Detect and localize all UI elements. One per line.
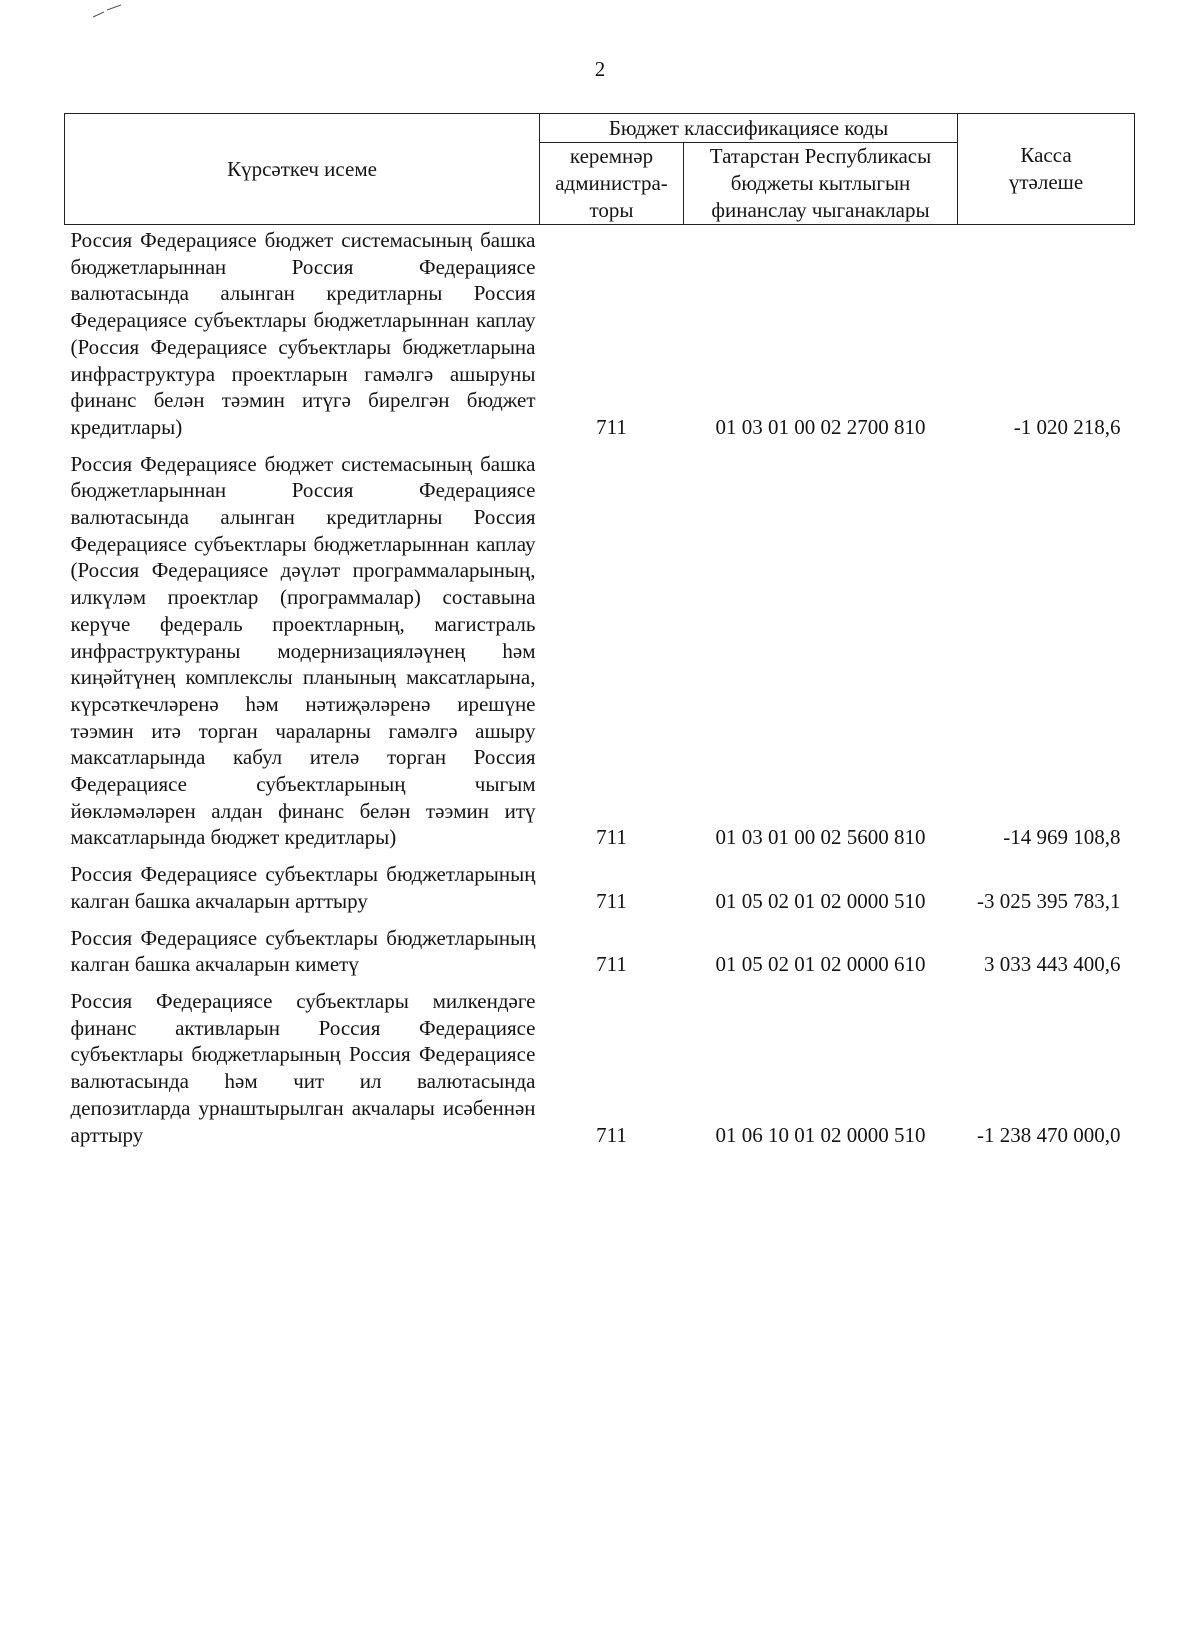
pen-stroke-mark bbox=[92, 4, 122, 18]
row-indicator-name: Россия Федерациясе бюджет системасының башка бюджетларыннан Россия Федерациясе валютасында алынган кредитларны Россия Федерациясе субъектлары бюджетларыннан каплау (Россия Федерациясе дәүләт программаларының, илкүләм проектлар (программалар) составына керүче федераль проектларның, магистраль инфраструктураны модернизацияләүнең һәм киңәйтүнең комплекслы планының максатларына, күрсәткечләренә һәм нәтиҗәләренә ирешүне тәэмин итә торган чараларны гамәлгә ашыру максатларында кабул ителә торган Россия Федерациясе субъектларының чыгым йөкләмәләрен алдан финанс белән тәэмин итү максатларында бюджет кредитлары) bbox=[70, 451, 536, 850]
table-row bbox=[65, 451, 1135, 862]
table-row bbox=[65, 988, 1135, 1148]
row-admin-code: 711 bbox=[596, 952, 627, 977]
table-row bbox=[65, 925, 1135, 988]
row-admin-code: 711 bbox=[596, 414, 627, 439]
row-amount: -1 238 470 000,0 bbox=[977, 1122, 1121, 1147]
page-number: 2 bbox=[594, 57, 606, 81]
row-indicator-name: Россия Федерациясе субъектлары милкендәге финанс активларын Россия Федерациясе субъектлары бюджетларының Россия Федерациясе валютасында һәм чит ил валютасында депозитларда урнаштырылган акчалары исәбеннән арттыру bbox=[70, 988, 536, 1147]
row-indicator-name: Россия Федерациясе субъектлары бюджетларының калган башка акчаларын арттыру bbox=[70, 862, 536, 913]
table-row bbox=[65, 861, 1135, 924]
row-admin-code: 711 bbox=[596, 1122, 627, 1147]
row-classification-code: 01 05 02 01 02 0000 510 bbox=[715, 888, 926, 913]
row-amount: -14 969 108,8 bbox=[1003, 825, 1121, 850]
row-admin-code: 711 bbox=[596, 888, 627, 913]
row-admin-code: 711 bbox=[596, 825, 627, 850]
header-budget-classification-code: Бюджет классификациясе коды bbox=[540, 114, 958, 143]
row-classification-code: 01 06 10 01 02 0000 510 bbox=[715, 1122, 926, 1147]
row-amount: -3 025 395 783,1 bbox=[977, 888, 1121, 913]
header-revenue-administrators bbox=[540, 143, 684, 225]
row-indicator-name: Россия Федерациясе бюджет системасының башка бюджетларыннан Россия Федерациясе валютасында алынган кредитларны Россия Федерациясе субъектлары бюджетларыннан каплау (Россия Федерациясе субъектлары бюджетларына инфраструктура проектларын гамәлгә ашыруны финанс белән тәэмин итүгә бирелгән бюджет кредитлары) bbox=[70, 228, 536, 439]
header-cash-execution-label: Касса үтәлеше bbox=[1008, 143, 1084, 194]
row-amount: 3 033 443 400,6 bbox=[984, 952, 1121, 977]
row-classification-code: 01 05 02 01 02 0000 610 bbox=[715, 952, 926, 977]
header-revenue-administrators-label: керемнәр администра-торы bbox=[555, 144, 668, 222]
header-financing-sources: Татарстан Республикасы бюджеты кытлыгын финанслау чыганаклары bbox=[684, 143, 958, 225]
row-classification-code: 01 03 01 00 02 5600 810 bbox=[715, 825, 926, 850]
budget-execution-table bbox=[64, 113, 1135, 1148]
row-indicator-name: Россия Федерациясе субъектлары бюджетларының калган башка акчаларын киметү bbox=[70, 925, 536, 977]
header-indicator-name: Күрсәткеч исеме bbox=[65, 114, 540, 225]
row-classification-code: 01 03 01 00 02 2700 810 bbox=[715, 414, 926, 439]
table-row bbox=[65, 225, 1135, 451]
header-cash-execution bbox=[958, 114, 1135, 225]
row-amount: -1 020 218,6 bbox=[1013, 414, 1121, 439]
